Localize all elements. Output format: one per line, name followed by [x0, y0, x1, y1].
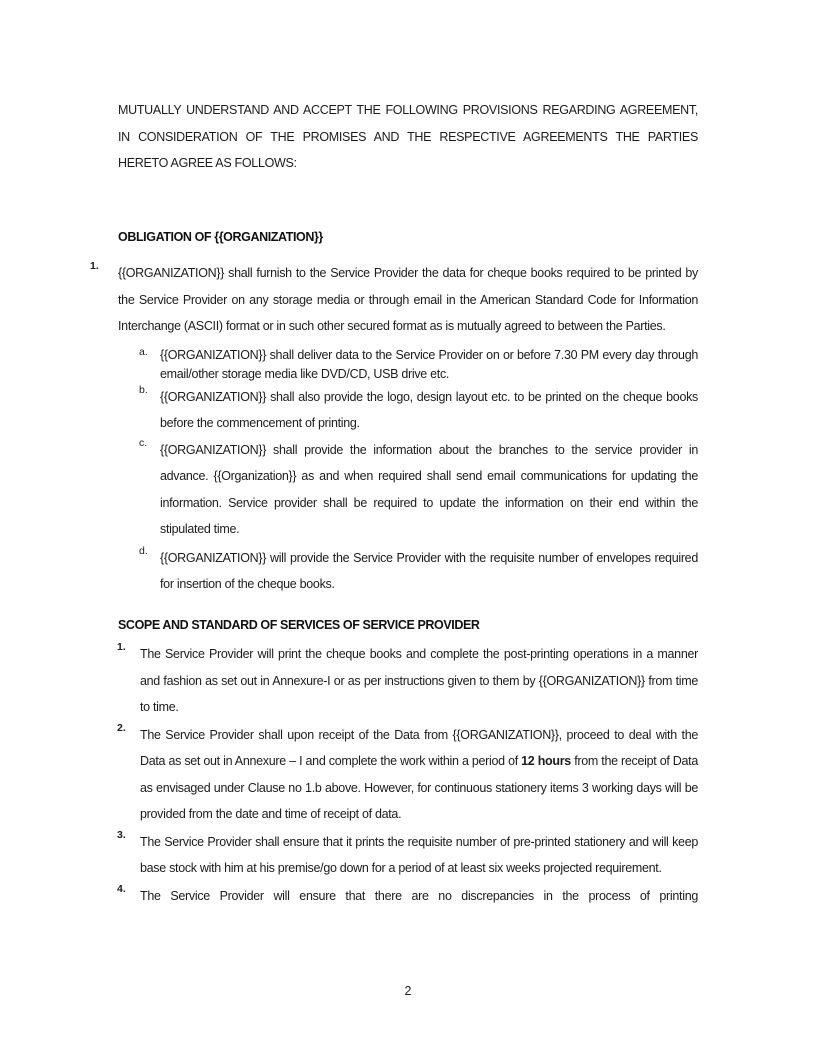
scope-item-2-text [140, 722, 698, 828]
obligation-subitem-b [139, 383, 698, 437]
scope-item-2-text-before-bold: The Service Provider shall upon receipt of the Data from {{ORGANIZATION}}, proceed to deal with the Data as set out in Annexure – I and complete the work within a period of [140, 727, 698, 768]
obligation-subitem-a [139, 345, 698, 384]
obligation-item-1-marker: 1. [90, 260, 99, 272]
obligation-subitem-b-marker: b. [139, 383, 148, 396]
scope-item-4 [117, 882, 698, 910]
obligation-item-1 [90, 260, 698, 340]
obligation-subitem-b-text: {{ORGANIZATION}} shall also provide the logo, design layout etc. to be printed on the cheque books before the commencement of printing. [160, 389, 698, 430]
scope-item-1-marker: 1. [117, 641, 126, 653]
scope-item-2-text-after-bold: from the receipt of Data as envisaged under Clause no 1.b above. However, for continuous stationery items 3 working days will be provided from the date and time of receipt of data. [140, 754, 698, 821]
scope-section-heading: SCOPE AND STANDARD OF SERVICES OF SERVICE PROVIDER [118, 617, 480, 632]
obligation-section-heading: OBLIGATION OF {{ORGANIZATION}} [118, 229, 323, 244]
obligation-subitem-d-text: {{ORGANIZATION}} will provide the Service Provider with the requisite number of envelopes required for insertion of the cheque books. [160, 550, 698, 591]
obligation-subitem-c [139, 436, 698, 543]
obligation-subitem-d [139, 544, 698, 598]
scope-item-2-bold-phrase: 12 hours [521, 754, 571, 768]
obligation-subitem-c-marker: c. [139, 436, 148, 449]
obligation-subitem-c-text: {{ORGANIZATION}} shall provide the information about the branches to the service provider in advance. {{Organization}} as and when required shall send email communications for updating the information. Service provider shall be required to update the information on their end within the stipulated time. [160, 442, 698, 536]
scope-item-4-marker: 4. [117, 882, 126, 895]
obligation-item-1-text: {{ORGANIZATION}} shall furnish to the Service Provider the data for cheque books required to be printed by the Service Provider on any storage media or through email in the American Standard Code for Information Interchange (ASCII) format or in such other secured format as is mutually agreed to between the Parties. [118, 266, 698, 333]
obligation-subitem-a-marker: a. [139, 345, 148, 358]
scope-item-3 [117, 828, 698, 882]
scope-item-3-marker: 3. [117, 828, 126, 841]
obligation-subitem-d-marker: d. [139, 544, 148, 557]
scope-item-1 [117, 641, 698, 721]
scope-item-1-text: The Service Provider will print the cheque books and complete the post-printing operations in a manner and fashion as set out in Annexure-I or as per instructions given to them by {{ORGANIZATION}} from time to time. [140, 647, 698, 714]
scope-item-2 [117, 721, 698, 828]
page-number: 2 [404, 984, 412, 998]
obligation-subitem-a-text: {{ORGANIZATION}} shall deliver data to the Service Provider on or before 7.30 PM every day through email/other storage media like DVD/CD, USB drive etc. [160, 347, 698, 381]
scope-item-3-text: The Service Provider shall ensure that it prints the requisite number of pre-printed stationery and will keep base stock with him at his premise/go down for a period of at least six weeks projected requirement. [140, 834, 698, 875]
scope-item-4-text: The Service Provider will ensure that there are no discrepancies in the process of printing [140, 888, 698, 903]
scope-item-2-marker: 2. [117, 721, 126, 734]
intro-paragraph: MUTUALLY UNDERSTAND AND ACCEPT THE FOLLOWING PROVISIONS REGARDING AGREEMENT, IN CONSIDERATION OF THE PROMISES AND THE RESPECTIVE AGREEMENTS THE PARTIES HERETO AGREE AS FOLLOWS: [118, 103, 698, 170]
